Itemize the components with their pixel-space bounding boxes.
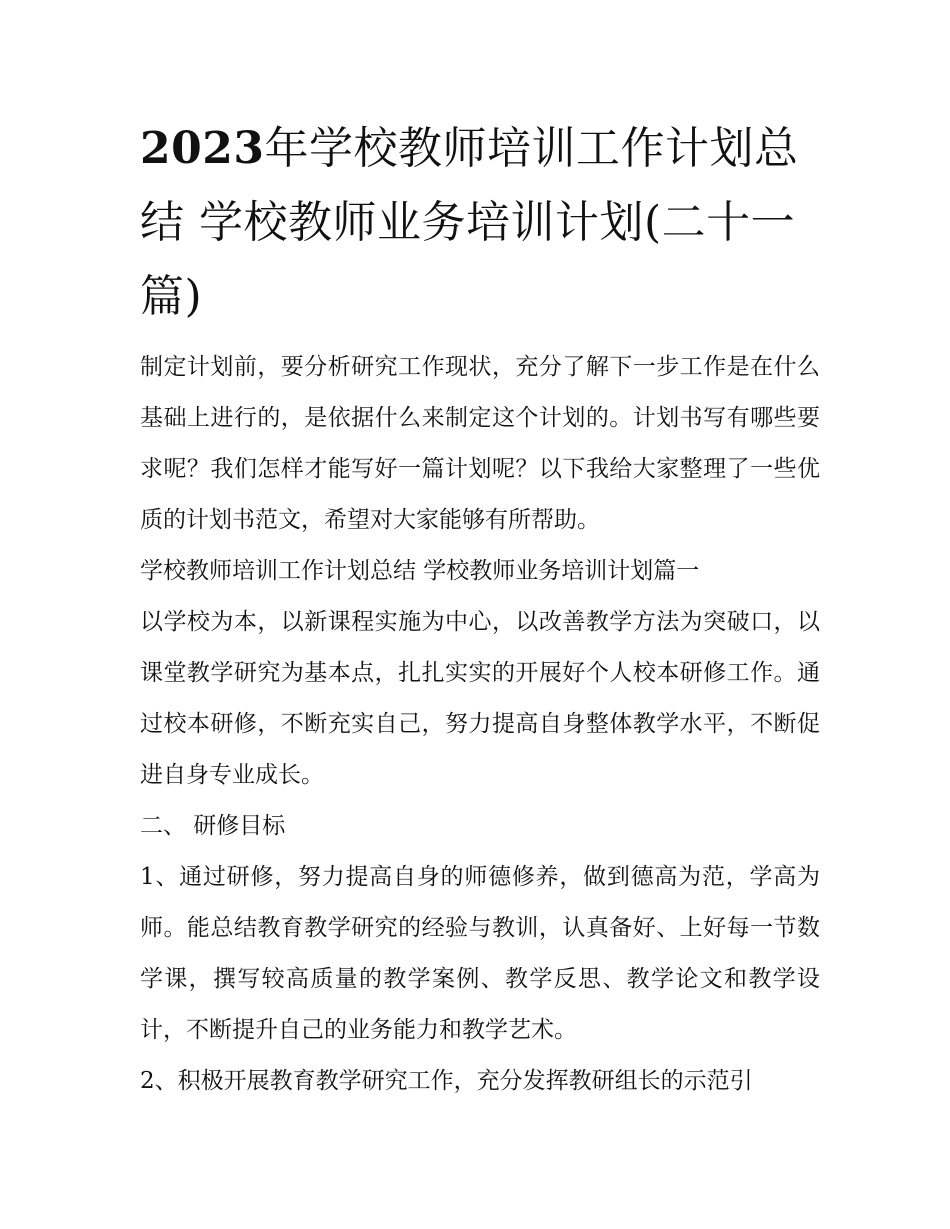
intro-paragraph: 制定计划前，要分析研究工作现状，充分了解下一步工作是在什么基础上进行的，是依据什么来制定这个计划的。计划书写有哪些要求呢？我们怎样才能写好一篇计划呢？以下我给大家整理了一些优质的计划书范文，希望对大家能够有所帮助。 — [140, 354, 820, 533]
body-paragraph: 以学校为本，以新课程实施为中心，以改善教学方法为突破口，以课堂教学研究为基本点，扎扎实实的开展好个人校本研修工作。通过校本研修，不断充实自己，努力提高自身整体教学水平，不断促进自身专业成长。 — [140, 609, 820, 788]
section-heading: 二、 研修目标 — [140, 813, 286, 839]
body-paragraph: 2、积极开展教育教学研究工作，充分发挥教研组长的示范引 — [140, 1068, 753, 1094]
title-year: 2023 — [140, 123, 265, 174]
document-title — [140, 112, 820, 334]
title-text: 年学校教师培训工作计划总结 学校教师业务培训计划(二十一篇) — [140, 123, 799, 322]
body-paragraph: 1、通过研修，努力提高自身的师德修养，做到德高为范，学高为师。能总结教育教学研究的经验与教训，认真备好、上好每一节数学课，撰写较高质量的教学案例、教学反思、教学论文和教学设计，不断提升自己的业务能力和教学艺术。 — [140, 864, 820, 1043]
section-heading: 学校教师培训工作计划总结 学校教师业务培训计划篇一 — [140, 558, 700, 584]
document-page — [140, 112, 820, 1107]
